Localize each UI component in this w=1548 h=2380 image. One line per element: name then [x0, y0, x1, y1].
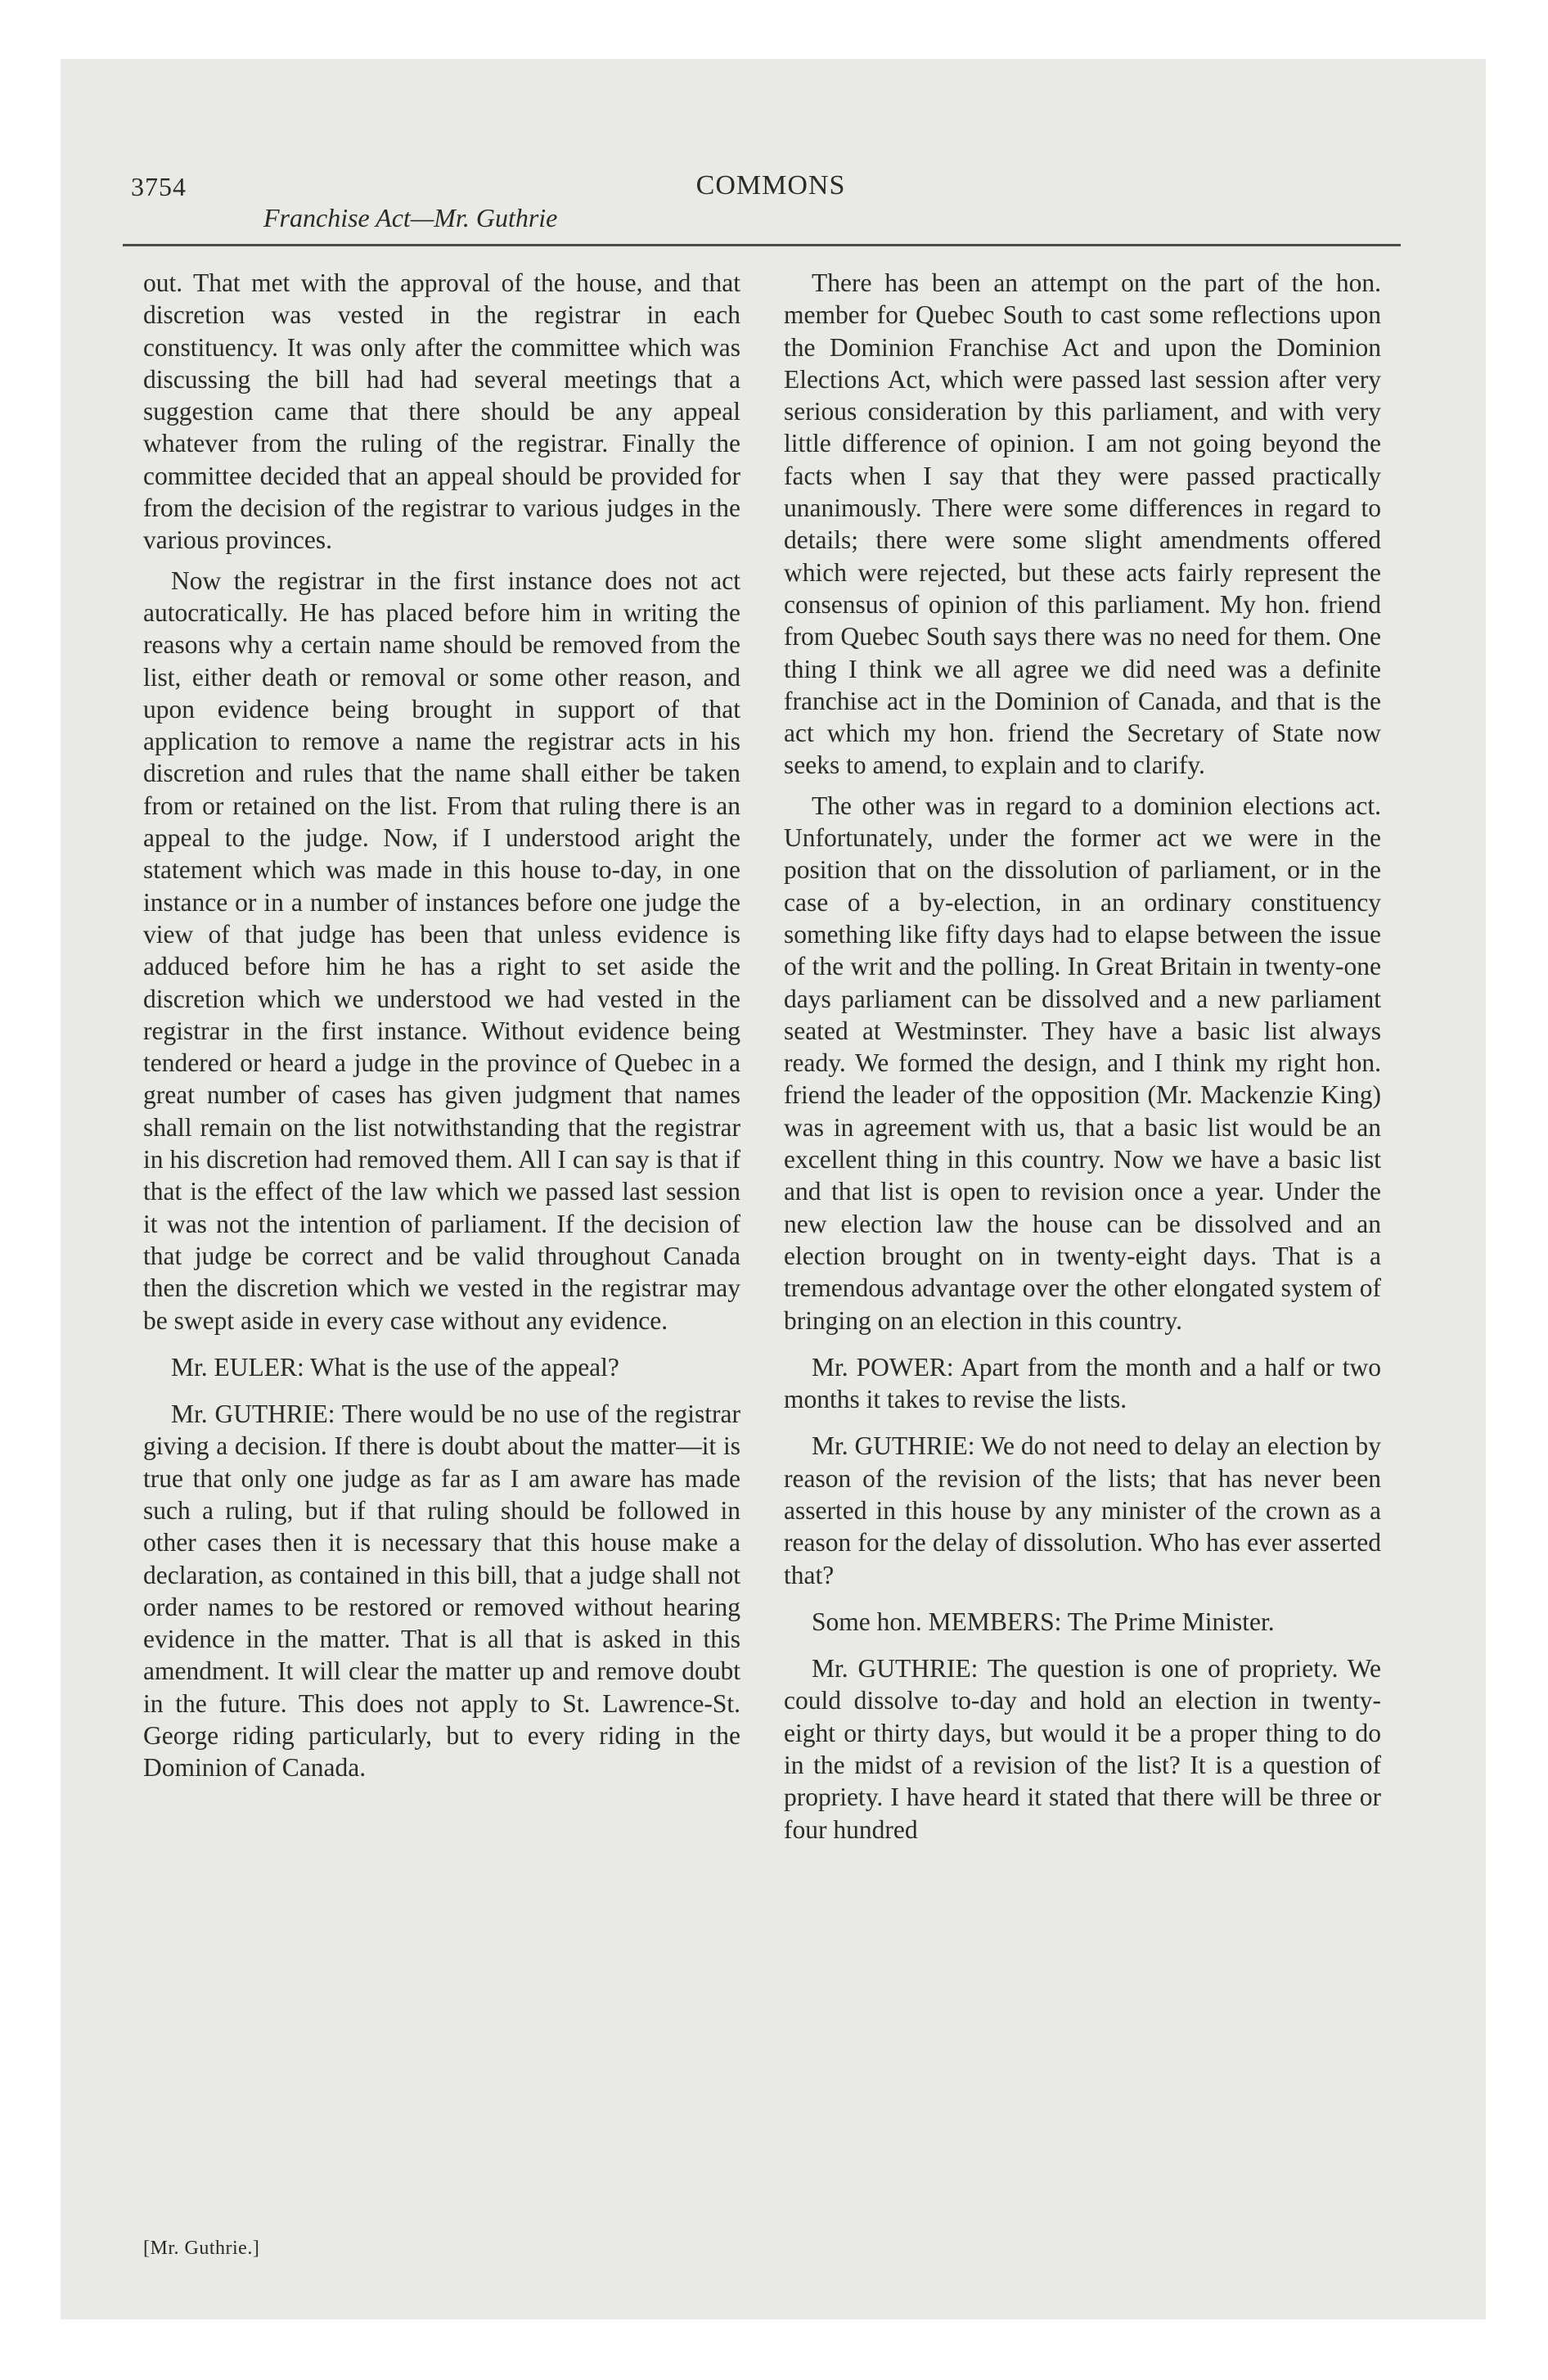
speech-members: Some hon. MEMBERS: The Prime Minister.: [812, 1607, 1275, 1636]
paragraph: out. That met with the approval of the house, and that discretion was vested in the registrar in each constituency. It was only after the committee which was discussing the bill had had several meetings that a suggestion came that there should be any appeal whatever from the ruling of the registrar. Finally the committee decided that an appeal should be provided for from the decision of the registrar to various judges in the various provinces.: [143, 268, 740, 555]
paragraph: There has been an attempt on the part of the hon. member for Quebec South to cast some reflections upon the Dominion Franchise Act and upon the Dominion Elections Act, which were passed last session after very serious consideration by this parliament, and with very little difference of opinion. I am not going beyond the facts when I say that they were passed practically unanimously. There were some differences in regard to details; there were some slight amendments offered which were rejected, but these acts fairly represent the consensus of opinion of this parliament. My hon. friend from Quebec South says there was no need for them. One thing I think we all agree we did need was a definite franchise act in the Dominion of Canada, and that is the act which my hon. friend the Secretary of State now seeks to amend, to explain and to clarify.: [784, 268, 1381, 780]
speech-euler: Mr. EULER: What is the use of the appeal?: [171, 1352, 619, 1382]
page-header: [124, 105, 1401, 232]
speech-guthrie: Mr. GUTHRIE: There would be no use of the registrar giving a decision. If there is doubt about the matter—it is true that only one judge as far as I am aware has made such a ruling, but if that ruling should be followed in other cases then it is necessary that this house make a declaration, as contained in this bill, that a judge shall not order names to be restored or removed without hearing evidence in the matter. That is all that is asked in this amendment. It will clear the matter up and remove doubt in the future. This does not apply to St. Lawrence-St. George riding particularly, but to every riding in the Dominion of Canada.: [143, 1400, 740, 1783]
left-column: [143, 267, 740, 1792]
section-title: COMMONS: [695, 170, 846, 201]
right-column: [784, 267, 1381, 1854]
header-rule: [123, 244, 1401, 246]
running-title: Franchise Act—Mr. Guthrie: [263, 203, 558, 232]
paragraph: The other was in regard to a dominion elections act. Unfortunately, under the former act we were in the position that on the dissolution of parliament, or in the case of a by-election, in an ordinary constituency something like fifty days had to elapse between the issue of the writ and the polling. In Great Britain in twenty-one days parliament can be dissolved and a new parliament seated at Westminster. They have a basic list always ready. We formed the design, and I think my right hon. friend the leader of the opposition (Mr. Mackenzie King) was in agreement with us, that a basic list would be an excellent thing in this country. Now we have a basic list and that list is open to revision once a year. Under the new election law the house can be dissolved and an election brought on in twenty-eight days. That is a tremendous advantage over the other elongated system of bringing on an election in this country.: [784, 791, 1381, 1335]
speech-power: Mr. POWER: Apart from the month and a half or two months it takes to revise the lists.: [784, 1352, 1381, 1414]
speech-guthrie: Mr. GUTHRIE: We do not need to delay an election by reason of the revision of the lists; that has never been asserted in this house by any minister of the crown as a reason for the delay of dissolution. Who has ever asserted that?: [784, 1431, 1381, 1589]
paragraph: Now the registrar in the first instance does not act autocratically. He has placed before him in writing the reasons why a certain name should be removed from the list, either death or removal or some other reason, and upon evidence being brought in support of that application to remove a name the registrar acts in his discretion and rules that the name shall either be taken from or retained on the list. From that ruling there is an appeal to the judge. Now, if I understood aright the statement which was made in this house to-day, in one instance or in a number of instances before one judge the view of that judge has been that unless evidence is adduced before him he has a right to set aside the discretion which we understood we had vested in the registrar in the first instance. Without evidence being tendered or heard a judge in the province of Quebec in a great number of cases has given judgment that names shall remain on the list notwithstanding that the registrar in his discretion had removed them. All I can say is that if that is the effect of the law which we passed last session it was not the intention of parliament. If the decision of that judge be correct and be valid throughout Canada then the discretion which we vested in the registrar may be swept aside in every case without any evidence.: [143, 566, 740, 1335]
speech-guthrie: Mr. GUTHRIE: The question is one of propriety. We could dissolve to-day and hold an election in twenty-eight or thirty days, but would it be a proper thing to do in the midst of a revision of the list? It is a question of propriety. I have heard it stated that there will be three or four hundred: [784, 1654, 1381, 1844]
page-number: 3754: [131, 172, 187, 201]
footnote: [Mr. Guthrie.]: [143, 2238, 260, 2259]
